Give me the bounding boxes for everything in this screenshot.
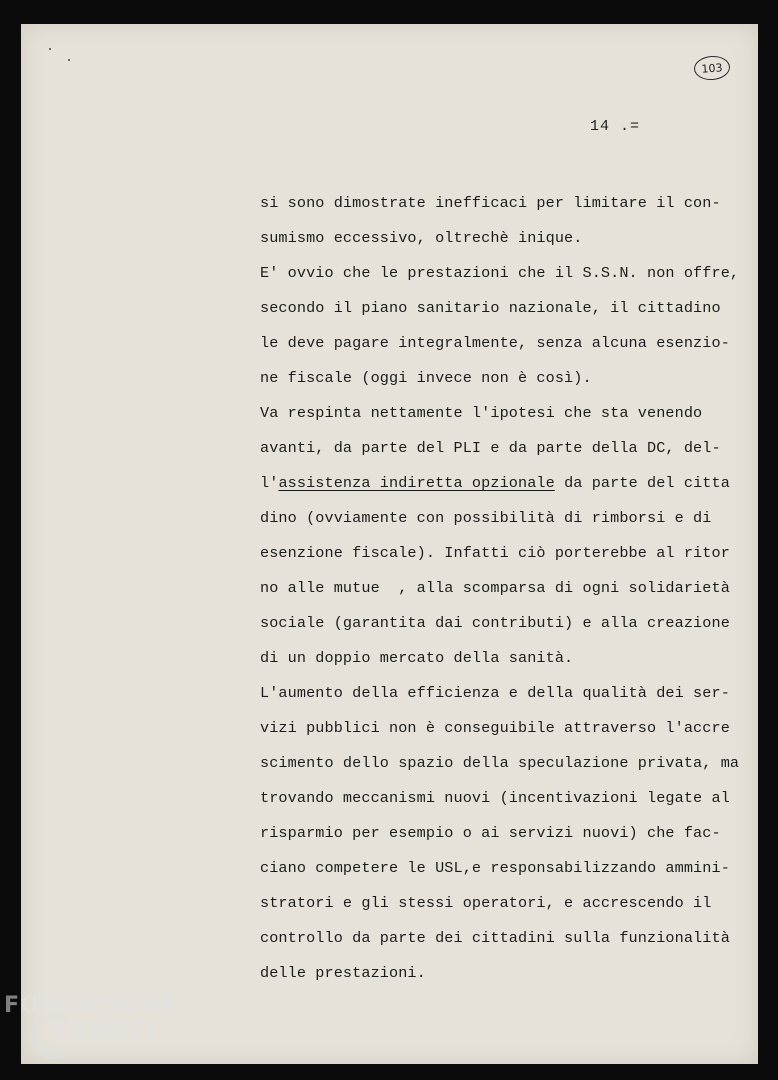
text-segment: l' (260, 474, 279, 492)
text-line: stratori e gli stessi operatori, e accrescendo il (260, 894, 712, 912)
fondazione-gramsci-watermark (4, 993, 187, 1057)
text-line: si sono dimostrate inefficaci per limitare il con- (260, 194, 721, 212)
text-line: le deve pagare integralmente, senza alcuna esenzio- (260, 334, 730, 352)
text-line: controllo da parte dei cittadini sulla funzionalità (260, 929, 730, 947)
text-line: delle prestazioni. (260, 964, 426, 982)
document-page (21, 24, 758, 1064)
text-line: dino (ovviamente con possibilità di rimborsi e di (260, 509, 712, 527)
typed-text-body (260, 186, 740, 991)
text-segment: da parte del citta (554, 474, 730, 492)
page-number: 14 .= (590, 118, 641, 135)
text-line: Va respinta nettamente l'ipotesi che sta venendo (260, 404, 703, 422)
text-line: vizi pubblici non è conseguibile attraverso l'accre (260, 719, 730, 737)
text-line: avanti, da parte del PLI e da parte della DC, del- (260, 439, 721, 457)
watermark-line1: FONDAZIONE (4, 993, 178, 1018)
text-line: ne fiscale (oggi invece non è così). (260, 369, 592, 387)
text-line: ciano competere le USL,e responsabilizzando ammini- (260, 859, 730, 877)
text-line: no alle mutue , alla scomparsa di ogni solidarietà (260, 579, 730, 597)
text-line: secondo il piano sanitario nazionale, il cittadino (260, 299, 721, 317)
watermark-line2-text: RAMSCI (50, 1019, 159, 1044)
paper-speck (49, 48, 51, 50)
text-line: E' ovvio che le prestazioni che il S.S.N. non offre, (260, 264, 740, 282)
text-line: risparmio per esempio o ai servizi nuovi) che fac- (260, 824, 721, 842)
text-line: L'aumento della efficienza e della qualità dei ser- (260, 684, 730, 702)
text-line: esenzione fiscale). Infatti ciò porterebbe al ritor (260, 544, 730, 562)
watermark-sub: onlus (158, 1046, 188, 1056)
paper-speck (68, 59, 70, 61)
text-line: scimento dello spazio della speculazione privata, ma (260, 754, 740, 772)
text-line: trovando meccanismi nuovi (incentivazioni legate al (260, 789, 730, 807)
watermark-line2 (4, 1019, 187, 1045)
text-line: di un doppio mercato della sanità. (260, 649, 574, 667)
archive-page-stamp: 103 (693, 55, 731, 81)
text-line (260, 466, 740, 501)
gramsci-g-logo-icon (30, 1013, 76, 1059)
text-line: sociale (garantita dai contributi) e alla creazione (260, 614, 730, 632)
underlined-phrase: assistenza indiretta opzionale (278, 474, 555, 492)
text-line: sumismo eccessivo, oltrechè inique. (260, 229, 583, 247)
